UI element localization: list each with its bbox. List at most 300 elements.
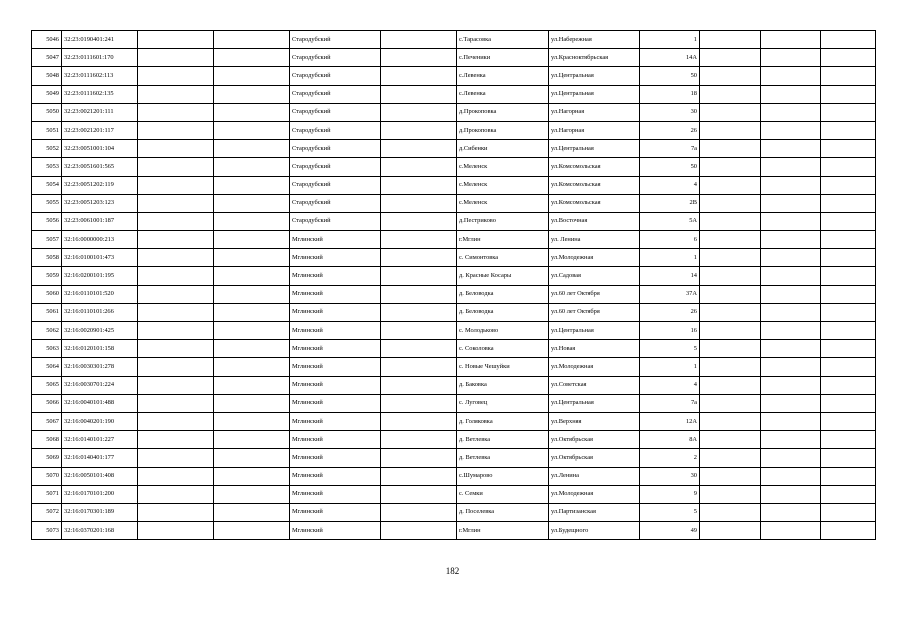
col-empty-3-cell xyxy=(381,431,457,449)
col-empty-6-cell xyxy=(821,194,876,212)
col-empty-4-cell xyxy=(700,485,761,503)
col-empty-2-cell xyxy=(214,394,290,412)
col-empty-5-cell xyxy=(761,394,821,412)
table-row xyxy=(32,303,876,321)
cadastral-number-cell: 32:23:0111602:135 xyxy=(62,85,138,103)
row-number-cell: 5049 xyxy=(32,85,62,103)
col-empty-4-cell xyxy=(700,158,761,176)
district-cell: Стародубский xyxy=(290,212,381,230)
col-empty-5-cell xyxy=(761,249,821,267)
cadastral-number-cell: 32:16:0030701:224 xyxy=(62,376,138,394)
house-number-cell: 14А xyxy=(640,49,700,67)
col-empty-2-cell xyxy=(214,158,290,176)
col-empty-5-cell xyxy=(761,358,821,376)
col-empty-4-cell xyxy=(700,285,761,303)
district-cell: Мглинский xyxy=(290,431,381,449)
row-number-cell: 5048 xyxy=(32,67,62,85)
cadastral-number-cell: 32:16:0120101:158 xyxy=(62,340,138,358)
col-empty-5-cell xyxy=(761,376,821,394)
street-cell: ул.60 лет Октября xyxy=(549,303,640,321)
col-empty-6-cell xyxy=(821,121,876,139)
col-empty-2-cell xyxy=(214,140,290,158)
col-empty-3-cell xyxy=(381,285,457,303)
row-number-cell: 5072 xyxy=(32,503,62,521)
col-empty-1-cell xyxy=(138,285,214,303)
table-row xyxy=(32,485,876,503)
row-number-cell: 5060 xyxy=(32,285,62,303)
col-empty-2-cell xyxy=(214,503,290,521)
table-row xyxy=(32,158,876,176)
col-empty-4-cell xyxy=(700,412,761,430)
cadastral-number-cell: 32:23:0051001:104 xyxy=(62,140,138,158)
district-cell: Мглинский xyxy=(290,340,381,358)
street-cell: ул.Молодежная xyxy=(549,485,640,503)
col-empty-3-cell xyxy=(381,522,457,540)
registry-table-body xyxy=(32,31,876,540)
house-number-cell: 5 xyxy=(640,340,700,358)
table-row xyxy=(32,176,876,194)
col-empty-5-cell xyxy=(761,49,821,67)
col-empty-1-cell xyxy=(138,85,214,103)
cadastral-number-cell: 32:16:0200101:195 xyxy=(62,267,138,285)
col-empty-5-cell xyxy=(761,412,821,430)
col-empty-5-cell xyxy=(761,285,821,303)
col-empty-3-cell xyxy=(381,176,457,194)
street-cell: ул.Комсомольская xyxy=(549,176,640,194)
settlement-cell: д. Беловодка xyxy=(457,285,549,303)
col-empty-6-cell xyxy=(821,103,876,121)
row-number-cell: 5059 xyxy=(32,267,62,285)
col-empty-4-cell xyxy=(700,140,761,158)
col-empty-3-cell xyxy=(381,31,457,49)
cadastral-number-cell: 32:16:0170101:200 xyxy=(62,485,138,503)
col-empty-3-cell xyxy=(381,49,457,67)
col-empty-3-cell xyxy=(381,267,457,285)
table-row xyxy=(32,522,876,540)
street-cell: ул.Новая xyxy=(549,340,640,358)
settlement-cell: д.Сибенки xyxy=(457,140,549,158)
settlement-cell: с.Меленск xyxy=(457,194,549,212)
district-cell: Мглинский xyxy=(290,285,381,303)
street-cell: ул.Красноктябрьская xyxy=(549,49,640,67)
cadastral-number-cell: 32:23:0021201:117 xyxy=(62,121,138,139)
house-number-cell: 49 xyxy=(640,522,700,540)
col-empty-1-cell xyxy=(138,340,214,358)
row-number-cell: 5069 xyxy=(32,449,62,467)
col-empty-2-cell xyxy=(214,285,290,303)
col-empty-5-cell xyxy=(761,431,821,449)
house-number-cell: 2В xyxy=(640,194,700,212)
district-cell: Стародубский xyxy=(290,194,381,212)
col-empty-1-cell xyxy=(138,158,214,176)
col-empty-1-cell xyxy=(138,49,214,67)
row-number-cell: 5052 xyxy=(32,140,62,158)
page-number: 182 xyxy=(445,566,460,576)
settlement-cell: д. Баковка xyxy=(457,376,549,394)
col-empty-4-cell xyxy=(700,522,761,540)
col-empty-4-cell xyxy=(700,358,761,376)
col-empty-4-cell xyxy=(700,322,761,340)
house-number-cell: 30 xyxy=(640,467,700,485)
district-cell: Мглинский xyxy=(290,376,381,394)
col-empty-4-cell xyxy=(700,303,761,321)
house-number-cell: 37А xyxy=(640,285,700,303)
settlement-cell: с. Новые Чешуйки xyxy=(457,358,549,376)
settlement-cell: с.Тарасовка xyxy=(457,31,549,49)
col-empty-6-cell xyxy=(821,449,876,467)
col-empty-3-cell xyxy=(381,503,457,521)
col-empty-3-cell xyxy=(381,449,457,467)
col-empty-2-cell xyxy=(214,376,290,394)
settlement-cell: д. Беловодка xyxy=(457,303,549,321)
street-cell: ул.Советская xyxy=(549,376,640,394)
col-empty-2-cell xyxy=(214,431,290,449)
col-empty-3-cell xyxy=(381,212,457,230)
col-empty-2-cell xyxy=(214,267,290,285)
settlement-cell: с.Шумарово xyxy=(457,467,549,485)
cadastral-number-cell: 32:16:0000000:213 xyxy=(62,231,138,249)
col-empty-4-cell xyxy=(700,394,761,412)
col-empty-3-cell xyxy=(381,194,457,212)
col-empty-3-cell xyxy=(381,85,457,103)
col-empty-3-cell xyxy=(381,249,457,267)
col-empty-4-cell xyxy=(700,49,761,67)
col-empty-1-cell xyxy=(138,394,214,412)
settlement-cell: с. Семки xyxy=(457,485,549,503)
street-cell: ул.60 лет Октября xyxy=(549,285,640,303)
street-cell: ул.Молодежная xyxy=(549,358,640,376)
street-cell: ул.Нагорная xyxy=(549,103,640,121)
col-empty-5-cell xyxy=(761,67,821,85)
row-number-cell: 5068 xyxy=(32,431,62,449)
table-row xyxy=(32,67,876,85)
district-cell: Мглинский xyxy=(290,249,381,267)
street-cell: ул.Ленина xyxy=(549,467,640,485)
house-number-cell: 9 xyxy=(640,485,700,503)
cadastral-number-cell: 32:16:0140101:227 xyxy=(62,431,138,449)
cadastral-number-cell: 32:23:0111602:113 xyxy=(62,67,138,85)
row-number-cell: 5051 xyxy=(32,121,62,139)
col-empty-2-cell xyxy=(214,85,290,103)
cadastral-number-cell: 32:23:0051202:119 xyxy=(62,176,138,194)
district-cell: Стародубский xyxy=(290,31,381,49)
settlement-cell: с. Соколовка xyxy=(457,340,549,358)
col-empty-2-cell xyxy=(214,412,290,430)
street-cell: ул.Молодежная xyxy=(549,249,640,267)
col-empty-3-cell xyxy=(381,103,457,121)
settlement-cell: д. Голяковка xyxy=(457,412,549,430)
house-number-cell: 30 xyxy=(640,103,700,121)
col-empty-5-cell xyxy=(761,340,821,358)
house-number-cell: 1 xyxy=(640,358,700,376)
col-empty-6-cell xyxy=(821,303,876,321)
cadastral-number-cell: 32:16:0030301:278 xyxy=(62,358,138,376)
table-row xyxy=(32,394,876,412)
street-cell: ул.Верхняя xyxy=(549,412,640,430)
col-empty-1-cell xyxy=(138,249,214,267)
district-cell: Мглинский xyxy=(290,503,381,521)
col-empty-6-cell xyxy=(821,31,876,49)
col-empty-1-cell xyxy=(138,412,214,430)
table-row xyxy=(32,431,876,449)
col-empty-1-cell xyxy=(138,358,214,376)
cadastral-number-cell: 32:16:0050101:408 xyxy=(62,467,138,485)
district-cell: Мглинский xyxy=(290,303,381,321)
col-empty-1-cell xyxy=(138,31,214,49)
col-empty-3-cell xyxy=(381,303,457,321)
col-empty-3-cell xyxy=(381,467,457,485)
table-row xyxy=(32,358,876,376)
col-empty-5-cell xyxy=(761,176,821,194)
settlement-cell: с.Меленск xyxy=(457,176,549,194)
street-cell: ул.Центральная xyxy=(549,322,640,340)
cadastral-number-cell: 32:16:0040201:190 xyxy=(62,412,138,430)
col-empty-5-cell xyxy=(761,231,821,249)
col-empty-2-cell xyxy=(214,194,290,212)
street-cell: ул.Центральная xyxy=(549,394,640,412)
cadastral-number-cell: 32:16:0110101:266 xyxy=(62,303,138,321)
col-empty-1-cell xyxy=(138,194,214,212)
col-empty-5-cell xyxy=(761,503,821,521)
col-empty-6-cell xyxy=(821,249,876,267)
row-number-cell: 5057 xyxy=(32,231,62,249)
col-empty-2-cell xyxy=(214,303,290,321)
col-empty-6-cell xyxy=(821,485,876,503)
col-empty-1-cell xyxy=(138,121,214,139)
table-row xyxy=(32,503,876,521)
col-empty-1-cell xyxy=(138,376,214,394)
house-number-cell: 26 xyxy=(640,303,700,321)
cadastral-number-cell: 32:16:0140401:177 xyxy=(62,449,138,467)
col-empty-4-cell xyxy=(700,431,761,449)
table-row xyxy=(32,467,876,485)
row-number-cell: 5066 xyxy=(32,394,62,412)
house-number-cell: 6 xyxy=(640,231,700,249)
row-number-cell: 5073 xyxy=(32,522,62,540)
col-empty-3-cell xyxy=(381,67,457,85)
house-number-cell: 26 xyxy=(640,121,700,139)
col-empty-4-cell xyxy=(700,85,761,103)
col-empty-4-cell xyxy=(700,31,761,49)
house-number-cell: 1 xyxy=(640,31,700,49)
table-row xyxy=(32,49,876,67)
col-empty-1-cell xyxy=(138,303,214,321)
col-empty-6-cell xyxy=(821,267,876,285)
settlement-cell: д. Ветлевка xyxy=(457,449,549,467)
col-empty-3-cell xyxy=(381,340,457,358)
district-cell: Стародубский xyxy=(290,85,381,103)
col-empty-5-cell xyxy=(761,485,821,503)
house-number-cell: 50 xyxy=(640,158,700,176)
district-cell: Стародубский xyxy=(290,140,381,158)
table-row xyxy=(32,121,876,139)
house-number-cell: 5 xyxy=(640,503,700,521)
col-empty-2-cell xyxy=(214,340,290,358)
col-empty-4-cell xyxy=(700,176,761,194)
table-row xyxy=(32,231,876,249)
col-empty-6-cell xyxy=(821,522,876,540)
house-number-cell: 12А xyxy=(640,412,700,430)
col-empty-3-cell xyxy=(381,394,457,412)
table-row xyxy=(32,449,876,467)
col-empty-5-cell xyxy=(761,322,821,340)
row-number-cell: 5062 xyxy=(32,322,62,340)
district-cell: Мглинский xyxy=(290,267,381,285)
table-row xyxy=(32,31,876,49)
col-empty-6-cell xyxy=(821,231,876,249)
col-empty-5-cell xyxy=(761,212,821,230)
col-empty-4-cell xyxy=(700,340,761,358)
district-cell: Мглинский xyxy=(290,485,381,503)
col-empty-1-cell xyxy=(138,140,214,158)
col-empty-6-cell xyxy=(821,467,876,485)
col-empty-5-cell xyxy=(761,140,821,158)
street-cell: ул.Восточная xyxy=(549,212,640,230)
col-empty-1-cell xyxy=(138,449,214,467)
col-empty-4-cell xyxy=(700,267,761,285)
registry-table xyxy=(31,30,876,540)
col-empty-2-cell xyxy=(214,49,290,67)
col-empty-1-cell xyxy=(138,231,214,249)
cadastral-number-cell: 32:23:0190401:241 xyxy=(62,31,138,49)
col-empty-6-cell xyxy=(821,176,876,194)
settlement-cell: с. Молодьково xyxy=(457,322,549,340)
row-number-cell: 5054 xyxy=(32,176,62,194)
col-empty-1-cell xyxy=(138,176,214,194)
row-number-cell: 5065 xyxy=(32,376,62,394)
house-number-cell: 5А xyxy=(640,212,700,230)
col-empty-4-cell xyxy=(700,121,761,139)
street-cell: ул.Будещного xyxy=(549,522,640,540)
col-empty-5-cell xyxy=(761,303,821,321)
district-cell: Мглинский xyxy=(290,522,381,540)
street-cell: ул.Набережная xyxy=(549,31,640,49)
settlement-cell: д. Красные Косары xyxy=(457,267,549,285)
col-empty-2-cell xyxy=(214,449,290,467)
col-empty-6-cell xyxy=(821,340,876,358)
cadastral-number-cell: 32:16:0020901:425 xyxy=(62,322,138,340)
col-empty-6-cell xyxy=(821,85,876,103)
row-number-cell: 5056 xyxy=(32,212,62,230)
table-row xyxy=(32,212,876,230)
settlement-cell: с.Левенка xyxy=(457,85,549,103)
col-empty-5-cell xyxy=(761,121,821,139)
settlement-cell: г.Мглин xyxy=(457,522,549,540)
house-number-cell: 4 xyxy=(640,376,700,394)
district-cell: Мглинский xyxy=(290,358,381,376)
col-empty-1-cell xyxy=(138,322,214,340)
col-empty-3-cell xyxy=(381,376,457,394)
row-number-cell: 5046 xyxy=(32,31,62,49)
row-number-cell: 5063 xyxy=(32,340,62,358)
house-number-cell: 4 xyxy=(640,176,700,194)
cadastral-number-cell: 32:16:0170301:189 xyxy=(62,503,138,521)
row-number-cell: 5050 xyxy=(32,103,62,121)
col-empty-4-cell xyxy=(700,103,761,121)
settlement-cell: с.Меленск xyxy=(457,158,549,176)
col-empty-6-cell xyxy=(821,412,876,430)
col-empty-3-cell xyxy=(381,358,457,376)
district-cell: Стародубский xyxy=(290,176,381,194)
cadastral-number-cell: 32:23:0111601:170 xyxy=(62,49,138,67)
col-empty-2-cell xyxy=(214,31,290,49)
settlement-cell: с.Печеники xyxy=(457,49,549,67)
street-cell: ул.Октябрьская xyxy=(549,449,640,467)
cadastral-number-cell: 32:23:0051203:123 xyxy=(62,194,138,212)
col-empty-5-cell xyxy=(761,522,821,540)
house-number-cell: 8А xyxy=(640,431,700,449)
table-row xyxy=(32,376,876,394)
col-empty-1-cell xyxy=(138,485,214,503)
col-empty-5-cell xyxy=(761,103,821,121)
col-empty-2-cell xyxy=(214,176,290,194)
col-empty-4-cell xyxy=(700,503,761,521)
settlement-cell: д. Поселевка xyxy=(457,503,549,521)
col-empty-1-cell xyxy=(138,103,214,121)
col-empty-6-cell xyxy=(821,285,876,303)
col-empty-5-cell xyxy=(761,267,821,285)
col-empty-5-cell xyxy=(761,31,821,49)
district-cell: Стародубский xyxy=(290,49,381,67)
table-row xyxy=(32,412,876,430)
house-number-cell: 2 xyxy=(640,449,700,467)
col-empty-2-cell xyxy=(214,322,290,340)
settlement-cell: д.Пестриково xyxy=(457,212,549,230)
cadastral-number-cell: 32:23:0021201:111 xyxy=(62,103,138,121)
col-empty-2-cell xyxy=(214,467,290,485)
col-empty-4-cell xyxy=(700,467,761,485)
col-empty-6-cell xyxy=(821,158,876,176)
table-row xyxy=(32,249,876,267)
col-empty-4-cell xyxy=(700,67,761,85)
district-cell: Стародубский xyxy=(290,121,381,139)
district-cell: Мглинский xyxy=(290,394,381,412)
col-empty-3-cell xyxy=(381,158,457,176)
table-row xyxy=(32,285,876,303)
cadastral-number-cell: 32:16:0100101:473 xyxy=(62,249,138,267)
col-empty-5-cell xyxy=(761,194,821,212)
house-number-cell: 50 xyxy=(640,67,700,85)
street-cell: ул.Центральная xyxy=(549,140,640,158)
col-empty-6-cell xyxy=(821,49,876,67)
col-empty-4-cell xyxy=(700,449,761,467)
table-row xyxy=(32,194,876,212)
col-empty-2-cell xyxy=(214,121,290,139)
col-empty-1-cell xyxy=(138,67,214,85)
col-empty-4-cell xyxy=(700,212,761,230)
district-cell: Мглинский xyxy=(290,231,381,249)
col-empty-1-cell xyxy=(138,267,214,285)
col-empty-3-cell xyxy=(381,231,457,249)
street-cell: ул.Центральная xyxy=(549,67,640,85)
col-empty-1-cell xyxy=(138,503,214,521)
col-empty-5-cell xyxy=(761,85,821,103)
row-number-cell: 5070 xyxy=(32,467,62,485)
district-cell: Стародубский xyxy=(290,158,381,176)
table-row xyxy=(32,103,876,121)
col-empty-4-cell xyxy=(700,249,761,267)
col-empty-3-cell xyxy=(381,485,457,503)
row-number-cell: 5053 xyxy=(32,158,62,176)
street-cell: ул.Комсомольская xyxy=(549,158,640,176)
row-number-cell: 5047 xyxy=(32,49,62,67)
col-empty-1-cell xyxy=(138,522,214,540)
table-row xyxy=(32,267,876,285)
house-number-cell: 18 xyxy=(640,85,700,103)
col-empty-2-cell xyxy=(214,212,290,230)
col-empty-6-cell xyxy=(821,212,876,230)
col-empty-3-cell xyxy=(381,121,457,139)
